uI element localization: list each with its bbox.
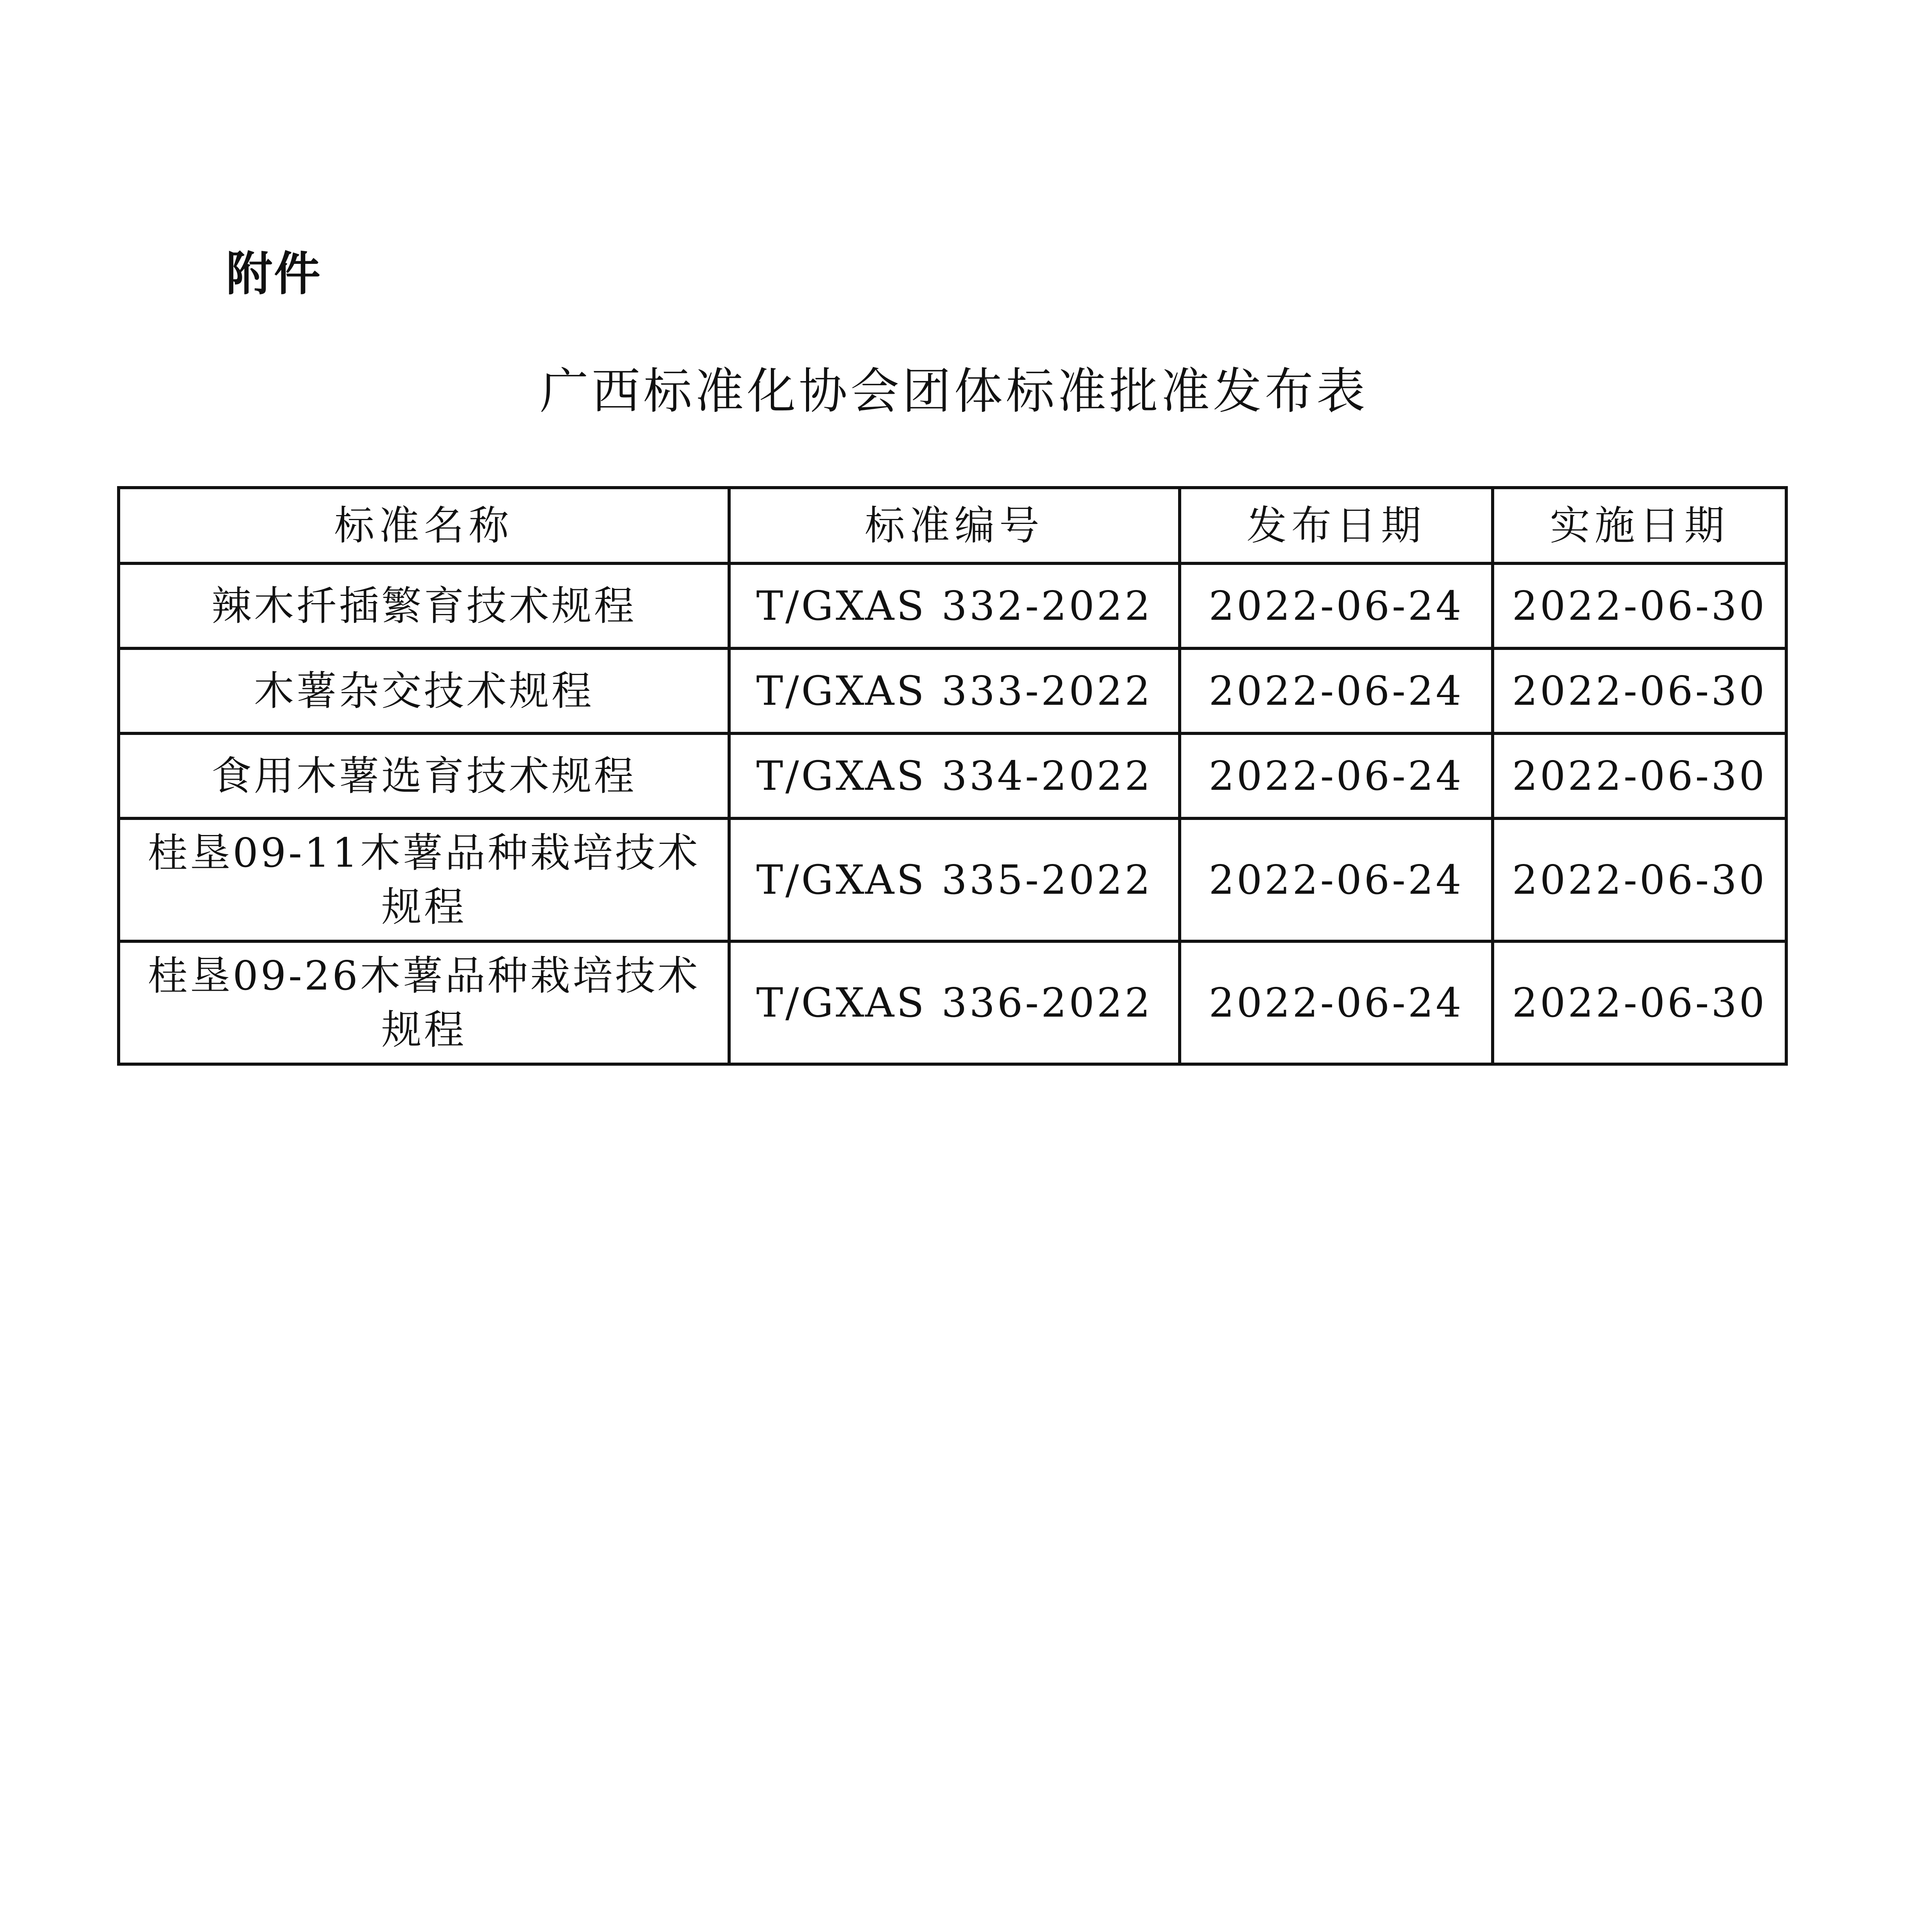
standard-code-cell: T/GXAS 334-2022	[729, 733, 1180, 818]
header-implement-date: 实施日期	[1493, 488, 1786, 563]
standard-code-cell: T/GXAS 333-2022	[729, 648, 1180, 733]
standard-name-cell: 木薯杂交技术规程	[119, 648, 729, 733]
publish-date-cell: 2022-06-24	[1180, 648, 1493, 733]
header-standard-name: 标准名称	[119, 488, 729, 563]
table-row	[119, 648, 1786, 733]
publish-date-cell: 2022-06-24	[1180, 818, 1493, 941]
table-row	[119, 733, 1786, 818]
implement-date-cell: 2022-06-30	[1493, 648, 1786, 733]
implement-date-cell: 2022-06-30	[1493, 941, 1786, 1064]
table-row	[119, 941, 1786, 1064]
publish-date-cell: 2022-06-24	[1180, 733, 1493, 818]
implement-date-cell: 2022-06-30	[1493, 563, 1786, 648]
standard-name-cell: 辣木扦插繁育技术规程	[119, 563, 729, 648]
implement-date-cell: 2022-06-30	[1493, 818, 1786, 941]
standard-code-cell: T/GXAS 332-2022	[729, 563, 1180, 648]
standard-name-cell: 桂垦09-26木薯品种栽培技术规程	[119, 941, 729, 1064]
standard-code-cell: T/GXAS 335-2022	[729, 818, 1180, 941]
implement-date-cell: 2022-06-30	[1493, 733, 1786, 818]
publish-date-cell: 2022-06-24	[1180, 941, 1493, 1064]
header-publish-date: 发布日期	[1180, 488, 1493, 563]
standard-name-cell: 桂垦09-11木薯品种栽培技术规程	[119, 818, 729, 941]
header-standard-code: 标准编号	[729, 488, 1180, 563]
table-row	[119, 818, 1786, 941]
standard-code-cell: T/GXAS 336-2022	[729, 941, 1180, 1064]
standards-table	[117, 486, 1788, 1066]
standard-name-cell: 食用木薯选育技术规程	[119, 733, 729, 818]
attachment-label: 附件	[226, 247, 322, 301]
publish-date-cell: 2022-06-24	[1180, 563, 1493, 648]
table-row	[119, 563, 1786, 648]
table-header-row	[119, 488, 1786, 563]
page-title: 广西标准化协会团体标准批准发布表	[540, 363, 1368, 420]
